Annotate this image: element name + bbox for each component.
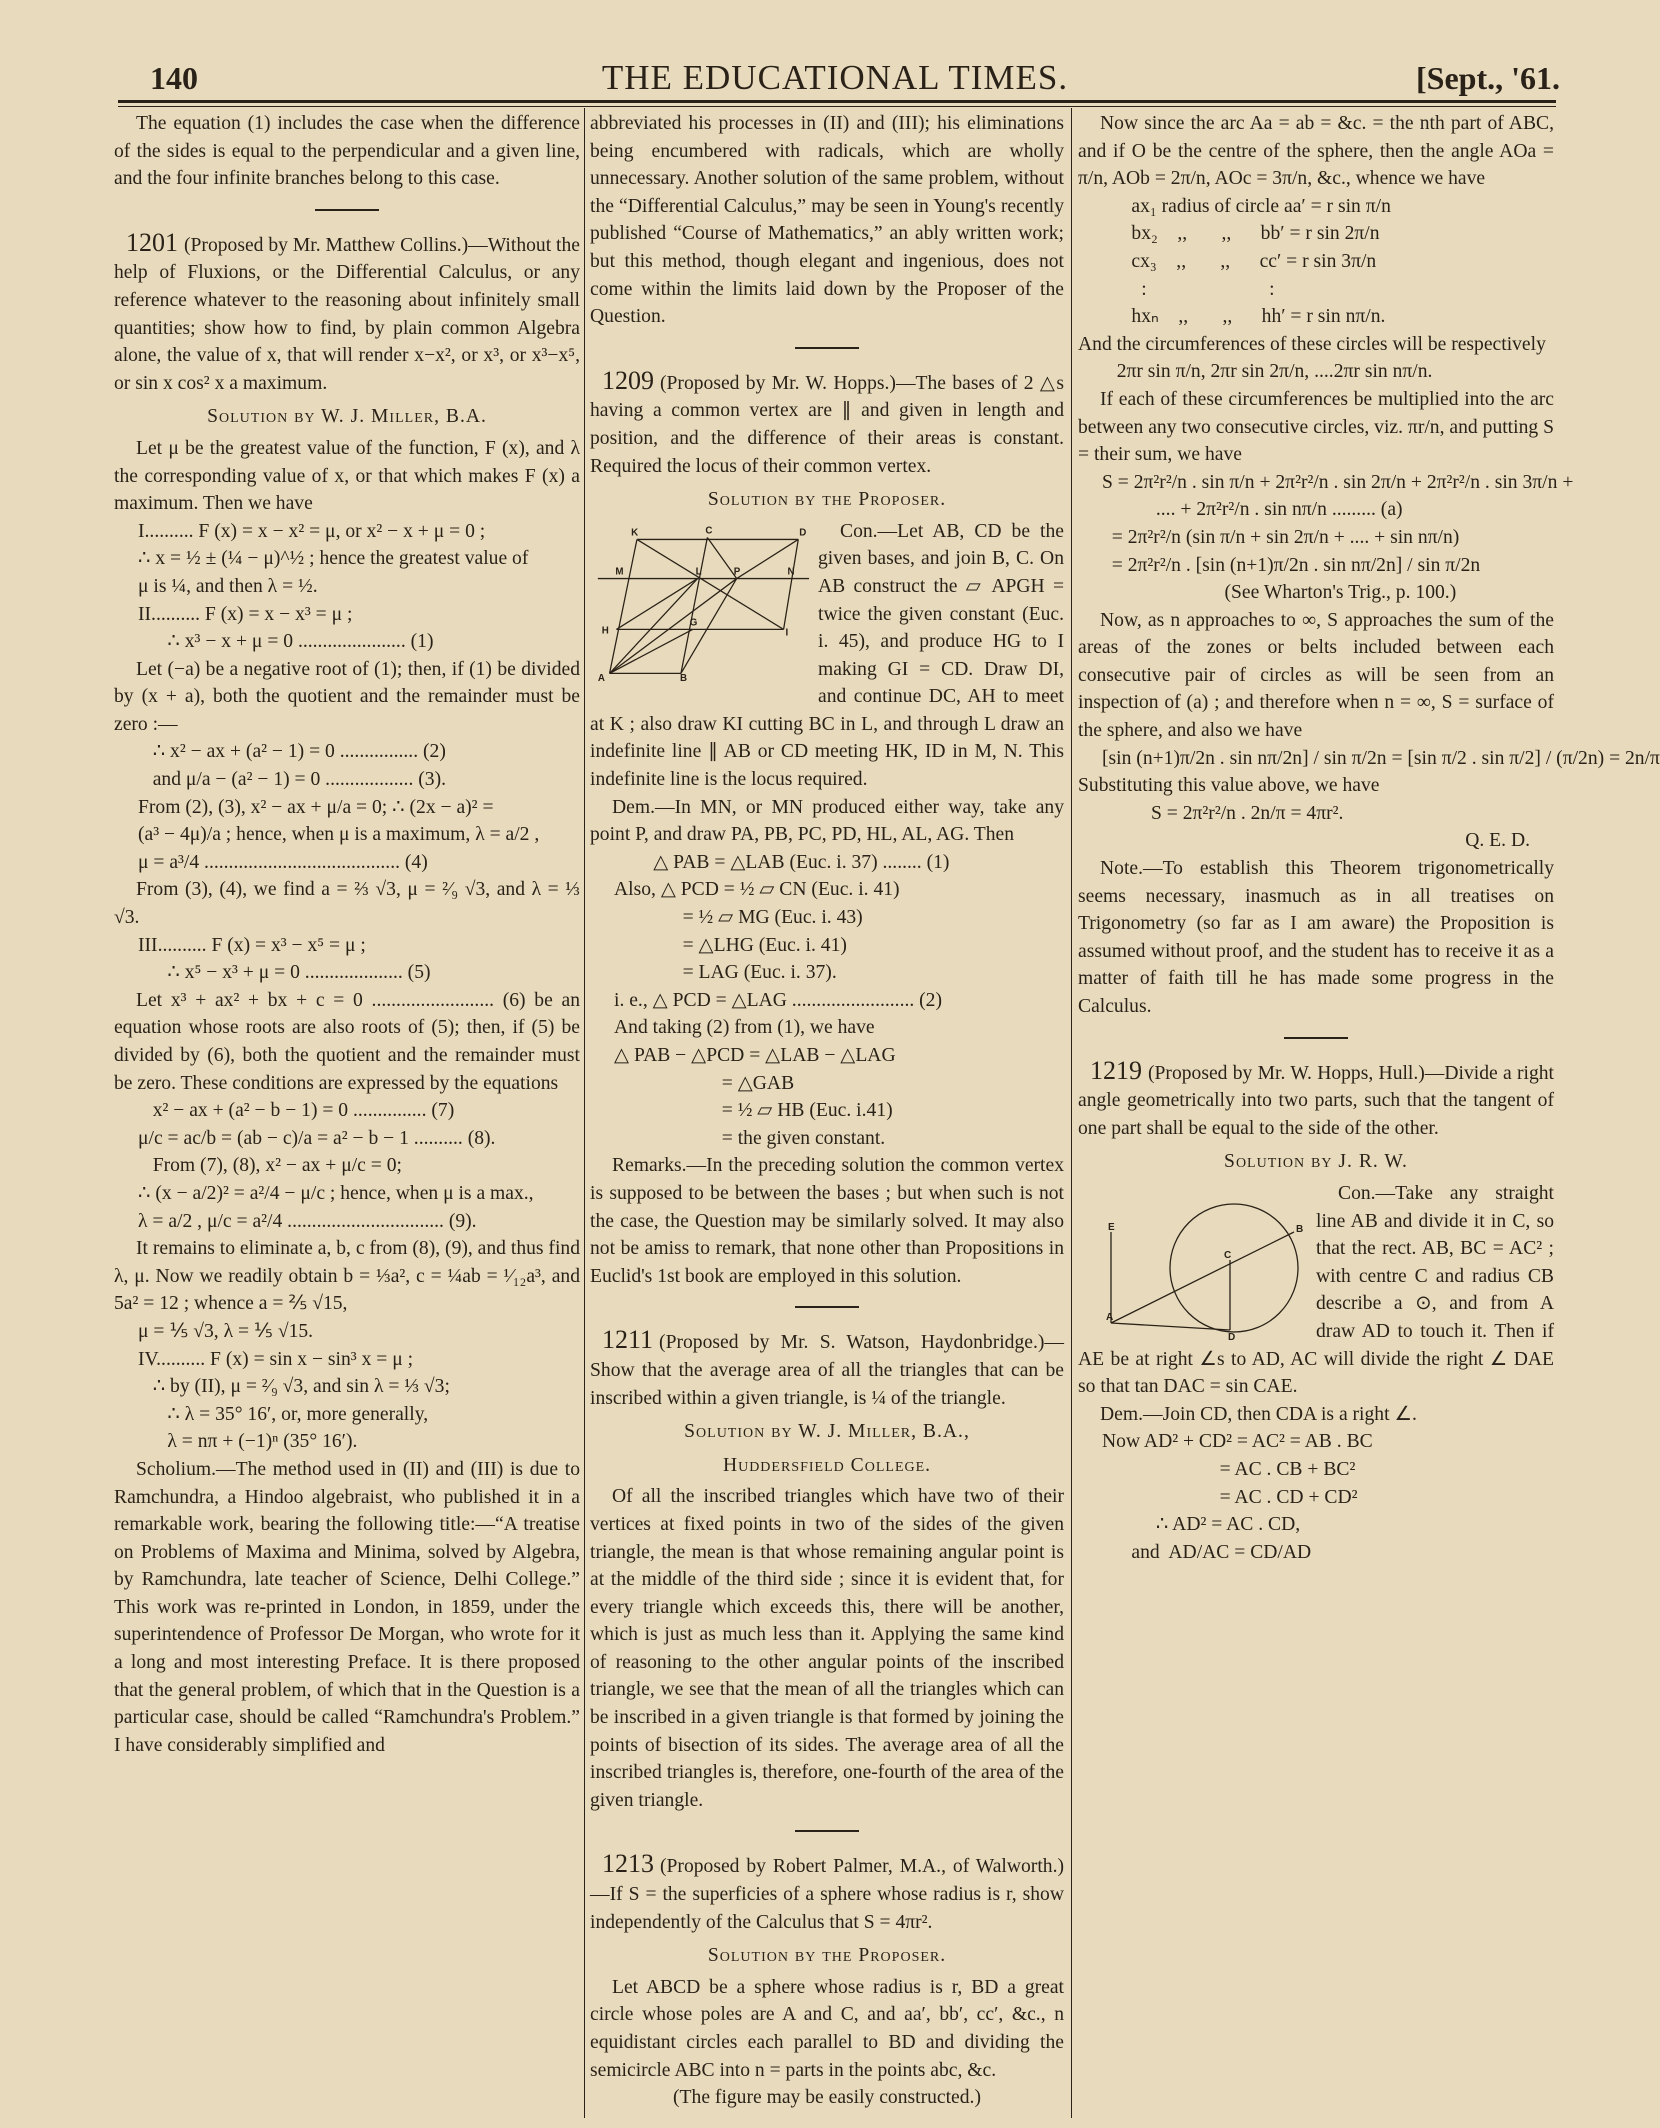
- paragraph: Note.—To establish this Theorem trigonometrically seems necessary, inasmuch as in all treatises on Trigonometry (so far as I am aware) the Proposition is assumed without proof, and the student has to receive it as a matter of faith till he has made some progress in the Calculus.: [1078, 858, 1554, 1017]
- paragraph: Con.—Let AB, CD be the given bases, and join B, C. On AB construct the ▱ APGH = twice the given constant (Euc. i. 45), and produce HG to I making GI = CD. Draw DI, and continue DC, AH to meet at K ; also draw KI cutting BC in L, and through L draw an indefinite line ∥ AB or CD meeting HK, ID in M, N. This indefinite line is the locus required.: [590, 520, 1064, 791]
- figure-point-label: M: [615, 566, 624, 578]
- section-separator: [1284, 1037, 1348, 1039]
- equation-line: (The figure may be easily constructed.): [673, 2087, 981, 2109]
- figure-point-label: P: [733, 566, 741, 578]
- equation-line: S = 2π²r²/n . sin π/n + 2π²r²/n . sin 2π/n + 2π²r²/n . sin 3π/n +: [1102, 471, 1574, 493]
- equation-line: II.......... F (x) = x − x³ = μ ;: [138, 603, 353, 625]
- figure-point-label: H: [601, 625, 609, 637]
- paragraph: Remarks.—In the preceding solution the common vertex is supposed to be between the bases ; but when such is not the case, the Question may be similarly solved. It may also not be amiss to remark, that none other than Propositions in Euclid's 1st book are employed in this solution.: [590, 1155, 1064, 1287]
- equation-line: μ = a³/4 ........................................ (4): [138, 851, 428, 873]
- question-text: (Proposed by Mr. W. Hopps, Hull.)—Divide a right angle geometrically into two parts, such that the tangent of one part shall be equal to the side of the other.: [1078, 1062, 1554, 1139]
- equation-line: μ/c = ac/b = (ab − c)/a = a² − b − 1 .......... (8).: [138, 1127, 496, 1149]
- figure-line: [707, 537, 736, 578]
- column-2: [590, 110, 1064, 2112]
- equation-line: ∴ x = ½ ± (¼ − μ)^½ ; hence the greatest value of: [138, 548, 529, 570]
- equation-line: cx₃ ,, ,, cc′ = r sin 3π/n: [1102, 250, 1377, 272]
- paragraph: Dem.—In MN, or MN produced either way, take any point P, and draw PA, PB, PC, PD, HL, AL, AG. Then: [590, 796, 1064, 846]
- equation-line: λ = a/2 , μ/c = a²/4 ................................ (9).: [138, 1210, 477, 1232]
- equation-line: 2πr sin π/n, 2πr sin 2π/n, ....2πr sin nπ/n.: [1102, 361, 1433, 383]
- question-text: (Proposed by Mr. Matthew Collins.)—Without the help of Fluxions, or the Differential Calculus, or any reference whatever to the reasoning about infinitely small quantities; show how to find, by plain common Algebra alone, the value of x, that will render x−x², or x³, or x³−x⁵, or sin x cos² x a maximum.: [114, 234, 580, 394]
- equation-line: = △GAB: [614, 1072, 795, 1094]
- figure-line: [637, 539, 784, 629]
- page-number: 140: [150, 60, 198, 96]
- question-number: 1211: [602, 1325, 654, 1355]
- paragraph: Now, as n approaches to ∞, S approaches the sum of the areas of the zones or belts included between each consecutive pair of circles as will be seen from an inspection of (a) ; and therefore when n = ∞, S = surface of the sphere, and also we have: [1078, 609, 1554, 742]
- column-3: [1078, 110, 1660, 1566]
- figure-line: [610, 629, 693, 673]
- equation-line: (See Wharton's Trig., p. 100.): [1102, 582, 1457, 604]
- paragraph: If each of these circumferences be multiplied into the arc between any two consecutive circles, viz. πr/n, and putting S = their sum, we have: [1078, 388, 1554, 466]
- equation-line: ax₁ radius of circle aa′ = r sin π/n: [1102, 195, 1391, 217]
- figure-point-label: E: [1108, 1221, 1115, 1233]
- figure-line: [681, 537, 707, 673]
- equation-line: From (2), (3), x² − ax + μ/a = 0; ∴ (2x − a)² =: [138, 796, 494, 818]
- equation-line: III.......... F (x) = x³ − x⁵ = μ ;: [138, 934, 366, 956]
- question-number: 1219: [1090, 1055, 1142, 1085]
- column-divider: [1071, 108, 1072, 2118]
- paragraph: The equation (1) includes the case when the difference of the sides is equal to the perpendicular and a given line, and the four infinite branches belong to this case.: [114, 113, 580, 190]
- figure-point-label: B: [679, 672, 688, 684]
- equation-line: bx₂ ,, ,, bb′ = r sin 2π/n: [1102, 223, 1380, 245]
- question-text: (Proposed by Robert Palmer, M.A., of Walworth.)—If S = the superficies of a sphere whose radius is r, show independently of the Calculus that S = 4πr².: [590, 1856, 1064, 1933]
- figure-point-label: C: [705, 525, 713, 537]
- equation-line: : :: [1102, 278, 1275, 300]
- figure-line: [1111, 1323, 1230, 1330]
- equation-line: From (7), (8), x² − ax + μ/c = 0;: [138, 1155, 402, 1177]
- solution-heading: Solution by the Proposer.: [707, 1945, 947, 1967]
- solution-heading: Solution by the Proposer.: [707, 489, 947, 511]
- paragraph: Dem.—Join CD, then CDA is a right ∠.: [1100, 1403, 1417, 1425]
- paragraph: Let μ be the greatest value of the function, F (x), and λ the corresponding value of x, or that which makes F (x) a maximum. Then we have: [114, 437, 580, 515]
- equation-line: ∴ x⁵ − x³ + μ = 0 .................... (5): [138, 962, 431, 984]
- question-statement: [590, 1326, 1064, 1412]
- paragraph: From (3), (4), we find a = ⅔ √3, μ = ²⁄₉ √3, and λ = ⅓ √3.: [114, 879, 580, 929]
- question-number: 1201: [126, 227, 178, 257]
- equation-line: = 2π²r²/n . [sin (n+1)π/2n . sin nπ/2n] / sin π/2n: [1102, 554, 1481, 576]
- equation-line: = ½ ▱ MG (Euc. i. 43): [614, 907, 863, 929]
- equation-line: λ = nπ + (−1)ⁿ (35° 16′).: [138, 1431, 358, 1453]
- equation-line: △ PAB = △LAB (Euc. i. 37) ........ (1): [614, 851, 950, 873]
- equation-line: and μ/a − (a² − 1) = 0 .................. (3).: [138, 769, 446, 791]
- publication-title: THE EDUCATIONAL TIMES.: [601, 58, 1069, 97]
- equation-line: = AC . CB + BC²: [1102, 1458, 1356, 1480]
- paragraph: It remains to eliminate a, b, c from (8), (9), and thus find λ, μ. Now we readily obtain b = ⅓a², c = ¼ab = ¹⁄₁₂a³, and 5a² = 12 ; whence a = ⅖ √15,: [114, 1238, 580, 1315]
- equation-line: .... + 2π²r²/n . sin nπ/n ......... (a): [1102, 499, 1403, 521]
- equation-line: ∴ (x − a/2)² = a²/4 − μ/c ; hence, when μ is a max.,: [138, 1182, 534, 1204]
- equation-line: = ½ ▱ HB (Euc. i.41): [614, 1100, 893, 1122]
- question-text: (Proposed by Mr. S. Watson, Haydonbridge.)—Show that the average area of all the triangles that can be inscribed within a given triangle, is ¼ of the triangle.: [590, 1332, 1064, 1409]
- figure-line: [784, 539, 799, 629]
- figure-point-label: D: [799, 527, 807, 539]
- paragraph: Con.—Take any straight line AB and divide it in C, so that the rect. AB, BC = AC² ; with centre C and radius CB describe a ⊙, and from A draw AD to touch it. Then if AE be at right ∠s to AD, AC will divide the right ∠ DAE so that tan DAC = sin CAE.: [1078, 1182, 1554, 1398]
- column-divider: [584, 108, 585, 2118]
- figure-point-label: A: [1106, 1311, 1114, 1323]
- equation-line: IV.......... F (x) = sin x − sin³ x = μ ;: [138, 1348, 414, 1370]
- equation-line: = the given constant.: [614, 1127, 886, 1149]
- question-text: (Proposed by Mr. W. Hopps.)—The bases of 2 △s having a common vertex are ∥ and given in length and position, and the difference of their areas is constant. Required the locus of their common vertex.: [590, 372, 1064, 477]
- equation-line: and AD/AC = CD/AD: [1102, 1541, 1312, 1563]
- question-statement: [590, 1850, 1064, 1936]
- equation-line: (a³ − 4μ)/a ; hence, when μ is a maximum, λ = a/2 ,: [138, 824, 540, 846]
- equation-line: ∴ by (II), μ = ²⁄₉ √3, and sin λ = ⅓ √3;: [138, 1376, 450, 1398]
- paragraph: Now since the arc Aa = ab = &c. = the nth part of ABC, and if O be the centre of the sphere, then the angle AOa = π/n, AOb = 2π/n, AOc = 3π/n, &c., whence we have: [1078, 113, 1554, 190]
- figure-point-label: C: [1224, 1249, 1232, 1261]
- paragraph: Let (−a) be a negative root of (1); then, if (1) be divided by (x + a), both the quotient and the remainder must be zero :—: [114, 658, 580, 735]
- equation-line: = △LHG (Euc. i. 41): [614, 934, 847, 956]
- equation-line: I.......... F (x) = x − x² = μ, or x² − x + μ = 0 ;: [138, 520, 486, 542]
- page-header: [110, 58, 1560, 104]
- figure-point-label: D: [1228, 1331, 1236, 1343]
- solution-heading: Solution by W. J. Miller, B.A.,: [684, 1421, 970, 1443]
- equation-line: S = 2π²r²/n . 2n/π = 4πr².: [1102, 802, 1344, 824]
- header-rule: [118, 100, 1556, 103]
- equation-line: ∴ AD² = AC . CD,: [1102, 1514, 1301, 1536]
- section-separator: [315, 209, 379, 211]
- question-statement: [114, 229, 580, 398]
- equation-line: △ PAB − △PCD = △LAB − △LAG: [614, 1045, 896, 1066]
- paragraph: Substituting this value above, we have: [1078, 775, 1380, 797]
- figure-line: [610, 578, 737, 673]
- equation-line: = 2π²r²/n (sin π/n + sin 2π/n + .... + sin nπ/n): [1102, 526, 1460, 548]
- question-number: 1213: [602, 1849, 654, 1879]
- figure-line: [610, 539, 637, 673]
- equation-line: i. e., △ PCD = △LAG ......................... (2): [614, 989, 943, 1011]
- paragraph: Let ABCD be a sphere whose radius is r, BD a great circle whose poles are A and C, and aa′, bb′, cc′, &c., n equidistant circles each parallel to BD and dividing the semicircle ABC into n = parts in the points abc, &c.: [590, 1976, 1064, 2081]
- solution-heading: Solution by W. J. Miller, B.A.: [207, 406, 487, 428]
- equation-line: ∴ x² − ax + (a² − 1) = 0 ................ (2): [138, 741, 446, 763]
- equation-line: [sin (n+1)π/2n . sin nπ/2n] / sin π/2n = [sin π/2 . sin π/2] / (π/2n) = 2n/π: [1102, 747, 1660, 769]
- figure-point-label: K: [631, 527, 639, 539]
- solution-heading: Huddersfield College.: [722, 1454, 932, 1476]
- figure-point-label: A: [597, 672, 605, 684]
- equation-line: ∴ λ = 35° 16′, or, more generally,: [138, 1403, 429, 1425]
- section-separator: [795, 1830, 859, 1832]
- equation-line: hxₙ ,, ,, hh′ = r sin nπ/n.: [1102, 306, 1386, 328]
- equation-line: Now AD² + CD² = AC² = AB . BC: [1102, 1431, 1373, 1453]
- geometry-figure-parallelograms: [590, 518, 810, 688]
- figure-point-label: G: [689, 617, 698, 629]
- equation-line: μ = ⅕ √3, λ = ⅕ √15.: [138, 1320, 314, 1342]
- equation-line: ∴ x³ − x + μ = 0 ...................... (1): [138, 631, 434, 653]
- paragraph: Of all the inscribed triangles which have two of their vertices at fixed points in two of the sides of the given triangle, the mean is that whose remaining angular point is at the middle of the third side ; since it is evident that, for every triangle which exceeds this, there will be another, which is just as much less than it. Applying the same kind of reasoning to the other angular points of the inscribed triangle, we see that the mean of all the triangles which can be inscribed in a given triangle is that formed by joining the points of bisection of its sides. The average area of all the inscribed triangles is, therefore, one-fourth of the area of the given triangle.: [590, 1486, 1064, 1811]
- solution-heading: Solution by J. R. W.: [1224, 1151, 1408, 1173]
- equation-line: = LAG (Euc. i. 37).: [614, 962, 837, 984]
- figure-circle: [1170, 1204, 1298, 1332]
- header-rule-thin: [118, 106, 1556, 107]
- figure-point-label: I: [785, 626, 789, 638]
- figure-line: [1111, 1232, 1294, 1323]
- equation-line: And taking (2) from (1), we have: [614, 1017, 875, 1039]
- section-separator: [795, 347, 859, 349]
- equation-line: x² − ax + (a² − b − 1) = 0 ............... (7): [138, 1100, 455, 1122]
- paragraph: abbreviated his processes in (II) and (III); his eliminations being encumbered with radicals, which are wholly unnecessary. Another solution of the same problem, without the “Differential Calculus,” may be seen in Young's recently published “Course of Mathematics,” an ably written work; but this method, though elegant and ingenious, does not come within the limits laid down by the Proposer of the Question.: [590, 113, 1064, 328]
- geometry-figure-circle-tangent: [1078, 1180, 1308, 1343]
- paragraph: Scholium.—The method used in (II) and (III) is due to Ramchundra, a Hindoo algebraist, who published it in a remarkable work, bearing the following title:—“A treatise on Problems of Maxima and Minima, solved by Algebra, by Ramchundra, late teacher of Science, Delhi College.” This work was re-printed in London, in 1859, under the superintendence of Professor De Morgan, who wrote for it a long and most interesting Preface. It is there proposed that the general problem, of which that in the Question is a particular case, should be called “Ramchundra's Problem.” I have considerably simplified and: [114, 1458, 580, 1756]
- figure-point-label: B: [1296, 1223, 1304, 1235]
- paragraph: Let x³ + ax² + bx + c = 0 ......................... (6) be an equation whose roots are also roots of (5); then, if (5) be divided by (6), both the quotient and the remainder must be zero. These conditions are expressed by the equations: [114, 989, 580, 1094]
- figure-point-label: N: [787, 566, 795, 578]
- question-statement: [590, 367, 1064, 480]
- equation-line: Also, △ PCD = ½ ▱ CN (Euc. i. 41): [614, 879, 900, 901]
- equation-line: = AC . CD + CD²: [1102, 1486, 1358, 1508]
- paragraph: And the circumferences of these circles will be respectively: [1078, 333, 1546, 355]
- section-separator: [795, 1306, 859, 1308]
- figure-point-label: L: [695, 566, 702, 578]
- qed-mark: Q. E. D.: [1465, 830, 1530, 852]
- column-1: [114, 110, 580, 1759]
- equation-line: μ is ¼, and then λ = ½.: [138, 575, 318, 597]
- question-statement: [1078, 1057, 1554, 1143]
- question-number: 1209: [602, 365, 654, 395]
- issue-date: [Sept., '61.: [1416, 60, 1560, 96]
